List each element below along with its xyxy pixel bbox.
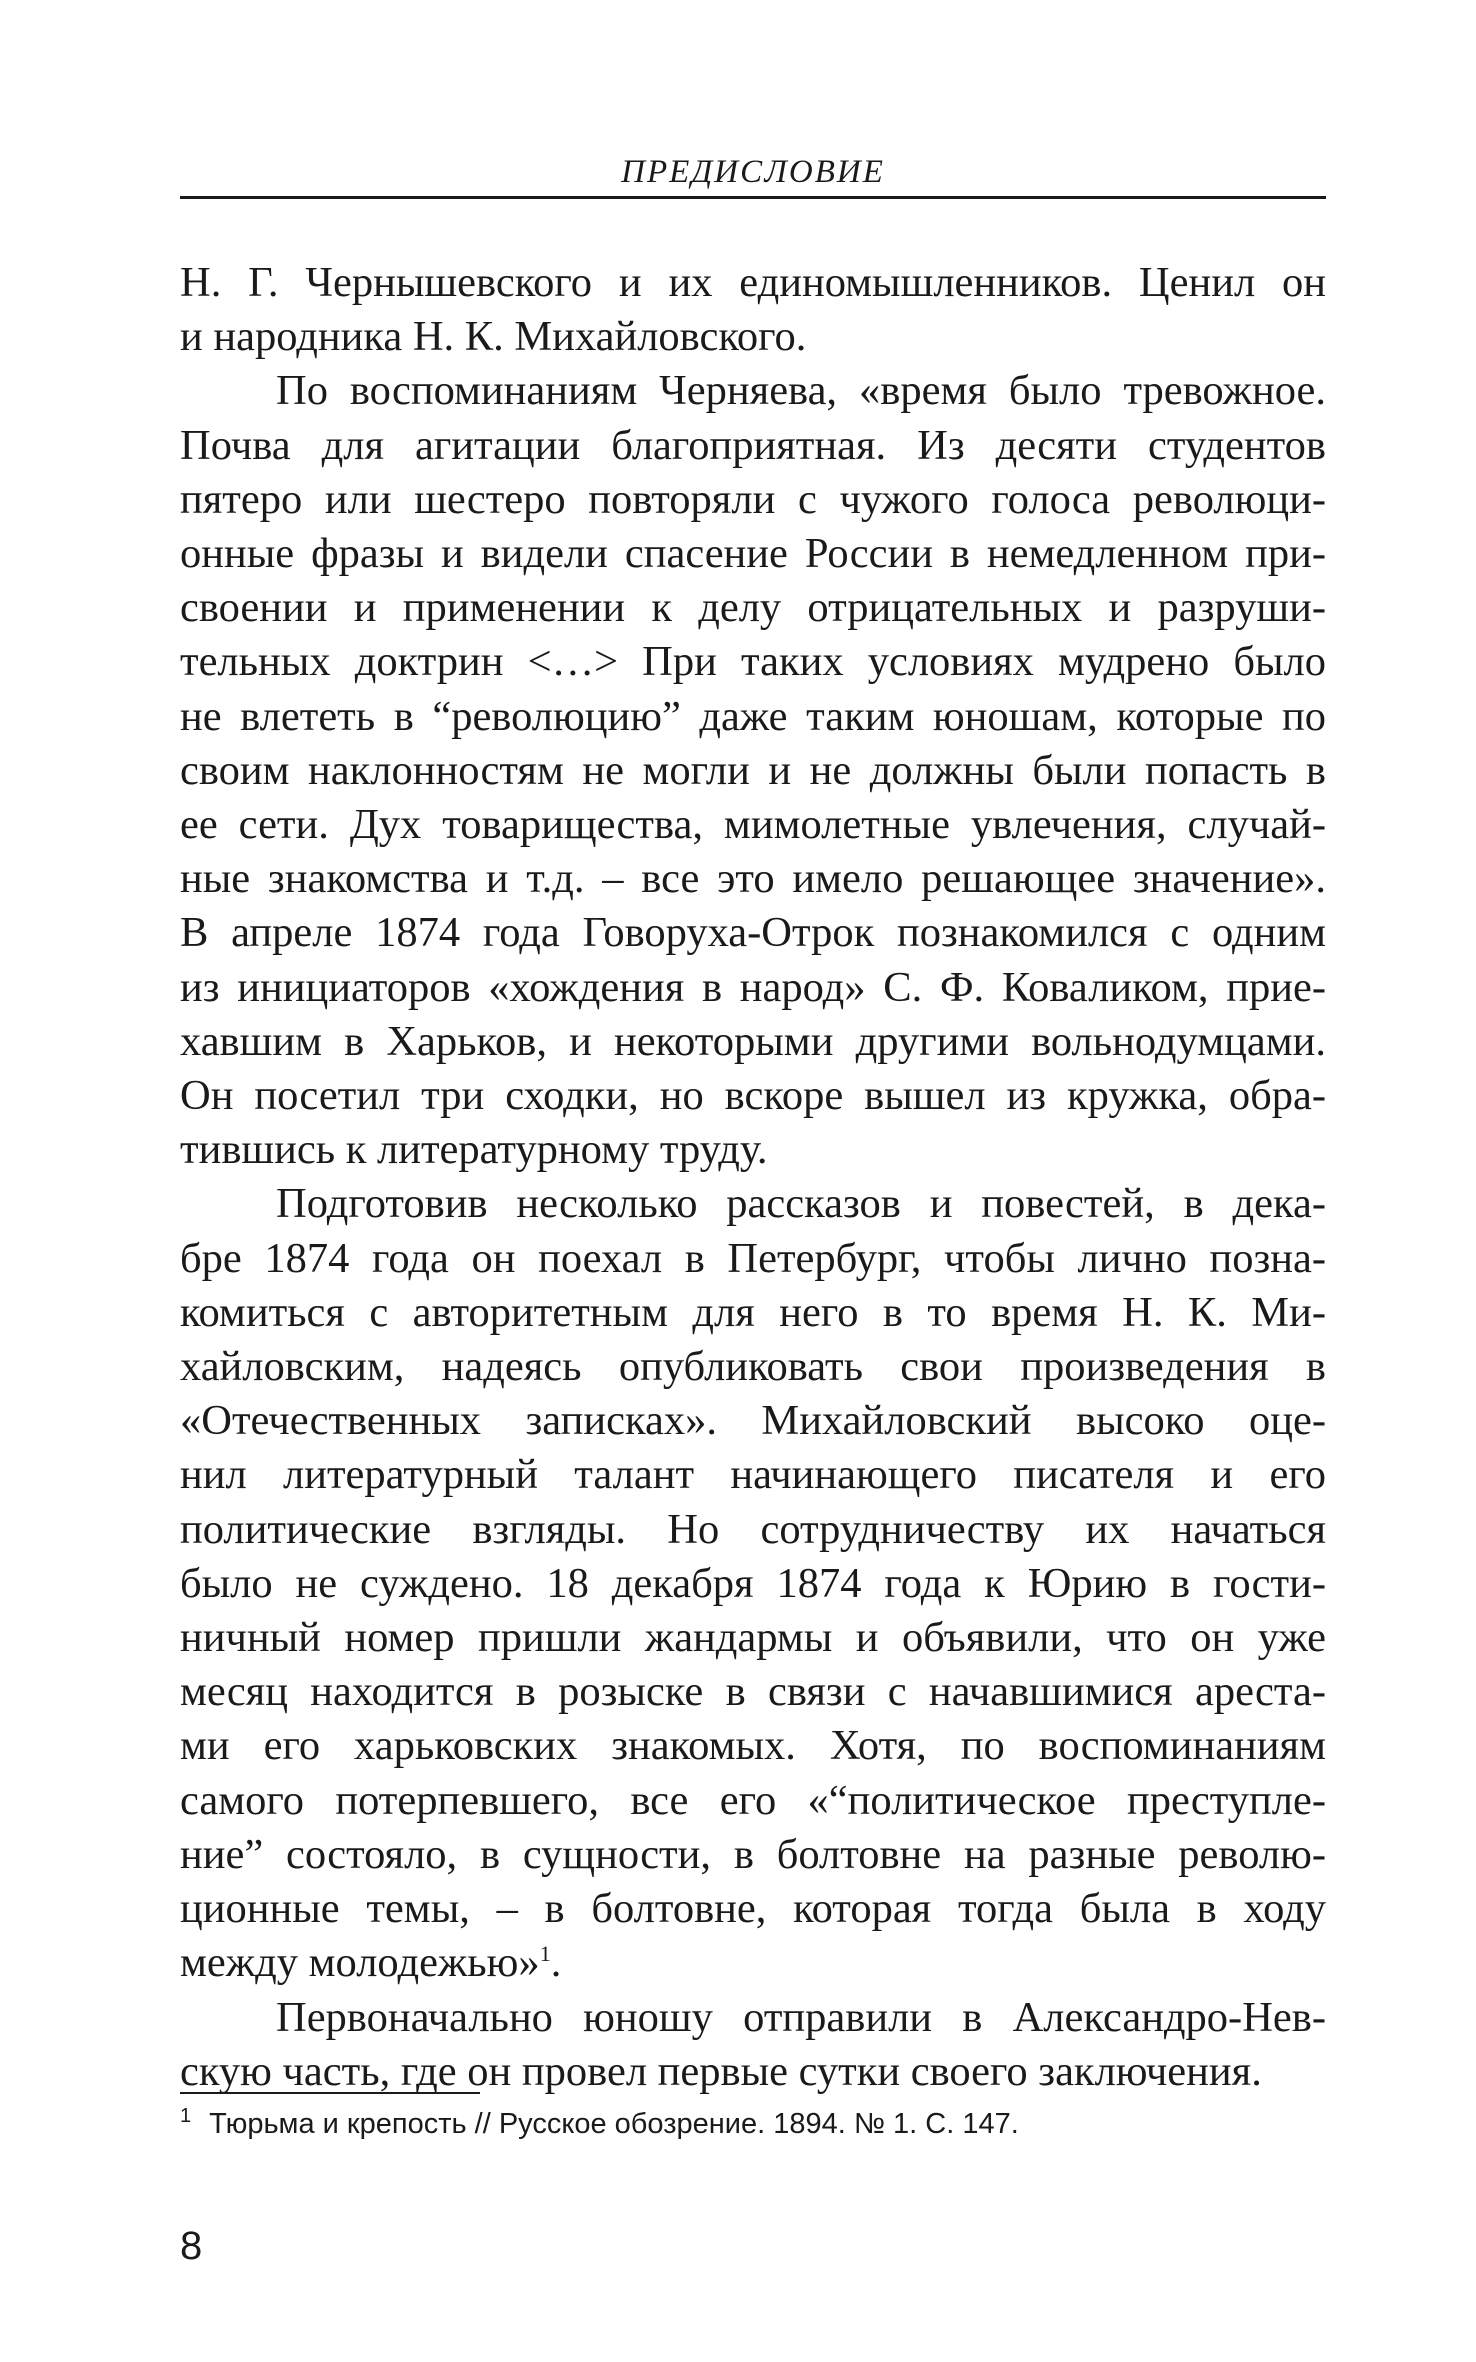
- line-text: ничный номер пришли жандармы и объявили, что он уже: [180, 1614, 1326, 1662]
- paragraph: [180, 1177, 1326, 1990]
- text-line: [180, 1394, 1326, 1448]
- punctuation: .: [550, 1939, 562, 1987]
- line-text: тельных доктрин <…> При таких условиях мудрено было: [180, 638, 1326, 686]
- line-text: ные знакомства и т.д. – все это имело решающее значение».: [180, 855, 1326, 903]
- line-text: политические взгляды. Но сотрудничеству их начаться: [180, 1505, 1326, 1553]
- text-line: [180, 1991, 1326, 2045]
- body-text: [180, 256, 1326, 2099]
- text-line: [180, 906, 1326, 960]
- line-text: онные фразы и видели спасение России в немедленном при-: [180, 530, 1326, 578]
- paragraph: [180, 364, 1326, 1177]
- text-line: [180, 635, 1326, 689]
- text-line: [180, 1882, 1326, 1936]
- line-text: Он посетил три сходки, но вскоре вышел из кружка, обра-: [180, 1072, 1326, 1120]
- line-text: По воспоминаниям Черняева, «время было тревожное.: [276, 367, 1326, 415]
- text-line: [180, 1015, 1326, 1069]
- line-text: ние” состояло, в сущности, в болтовне на разные револю-: [180, 1830, 1326, 1878]
- text-line: [180, 1936, 1326, 1990]
- text-line: [180, 852, 1326, 906]
- line-text: нил литературный талант начинающего писателя и его: [180, 1451, 1326, 1499]
- text-line: [180, 473, 1326, 527]
- line-text: В апреле 1874 года Говоруха-Отрок познакомился с одним: [180, 909, 1326, 957]
- text-line: [180, 1177, 1326, 1231]
- footnote-rule: [180, 2092, 480, 2094]
- text-line: [180, 961, 1326, 1015]
- line-text: скую часть, где он провел первые сутки своего заключения.: [180, 2047, 1262, 2095]
- text-line: [180, 1340, 1326, 1394]
- text-line: [180, 1665, 1326, 1719]
- paragraph: [180, 256, 1326, 364]
- line-text: Н. Г. Чернышевского и их единомышленников. Ценил он: [180, 259, 1326, 306]
- line-text: самого потерпевшего, все его «“политическое преступле-: [180, 1776, 1326, 1824]
- footnote-reference: 1: [539, 1941, 551, 1967]
- text-line: [180, 690, 1326, 744]
- text-line: [180, 1448, 1326, 1502]
- text-line: [180, 798, 1326, 852]
- text-line: [180, 581, 1326, 635]
- line-text: тившись к литературному труду.: [180, 1126, 768, 1174]
- footnote-number: 1: [180, 2105, 192, 2128]
- text-line: [180, 1503, 1326, 1557]
- running-title: ПРЕДИСЛОВИЕ: [621, 154, 885, 190]
- line-text: было не суждено. 18 декабря 1874 года к Юрию в гости-: [180, 1559, 1326, 1607]
- line-text: хавшим в Харьков, и некоторыми другими вольнодумцами.: [180, 1017, 1326, 1065]
- text-line: [180, 1828, 1326, 1882]
- line-text: пятеро или шестеро повторяли с чужого голоса революци-: [180, 475, 1326, 523]
- line-text: Подготовив несколько рассказов и повестей, в дека-: [276, 1180, 1326, 1228]
- text-line: [180, 1557, 1326, 1611]
- page-number: 8: [180, 2224, 203, 2268]
- line-text: Первоначально юношу отправили в Александро-Нев-: [276, 1993, 1326, 2041]
- line-text: «Отечественных записках». Михайловский высоко оце-: [180, 1397, 1326, 1445]
- text-line: [180, 527, 1326, 581]
- line-text: бре 1874 года он поехал в Петербург, чтобы лично позна-: [180, 1234, 1326, 1282]
- line-text: не влететь в “революцию” даже таким юношам, которые по: [180, 692, 1326, 740]
- line-text: хайловским, надеясь опубликовать свои произведения в: [180, 1343, 1326, 1391]
- text-line: [180, 419, 1326, 473]
- line-text: из инициаторов «хождения в народ» С. Ф. Коваликом, прие-: [180, 963, 1326, 1011]
- paragraph: [180, 1991, 1326, 2099]
- text-line: [180, 364, 1326, 418]
- footnote-text: Тюрьма и крепость // Русское обозрение. 1894. № 1. С. 147.: [209, 2108, 1019, 2140]
- header-rule: [180, 196, 1326, 199]
- text-line: [180, 1611, 1326, 1665]
- text-line: [180, 1069, 1326, 1123]
- text-line: [180, 2045, 1326, 2099]
- line-text: своении и применении к делу отрицательных и разруши-: [180, 584, 1326, 632]
- line-text: ционные темы, – в болтовне, которая тогда была в ходу: [180, 1885, 1326, 1933]
- text-line: [180, 744, 1326, 798]
- line-text: ее сети. Дух товарищества, мимолетные увлечения, случай-: [180, 801, 1326, 849]
- text-line: [180, 310, 1326, 364]
- text-line: [180, 256, 1326, 310]
- line-text: между молодежью»: [180, 1939, 540, 1987]
- text-line: [180, 1123, 1326, 1177]
- line-text: и народника Н. К. Михайловского.: [180, 313, 807, 361]
- footnote: [180, 2106, 1326, 2142]
- text-line: [180, 1774, 1326, 1828]
- line-text: Почва для агитации благоприятная. Из десяти студентов: [180, 421, 1326, 469]
- line-text: ми его харьковских знакомых. Хотя, по воспоминаниям: [180, 1722, 1326, 1770]
- text-line: [180, 1719, 1326, 1773]
- line-text: своим наклонностям не могли и не должны были попасть в: [180, 746, 1326, 794]
- line-text: месяц находится в розыске в связи с начавшимися ареста-: [180, 1668, 1326, 1716]
- text-line: [180, 1286, 1326, 1340]
- text-line: [180, 1232, 1326, 1286]
- line-text: комиться с авторитетным для него в то время Н. К. Ми-: [180, 1288, 1326, 1336]
